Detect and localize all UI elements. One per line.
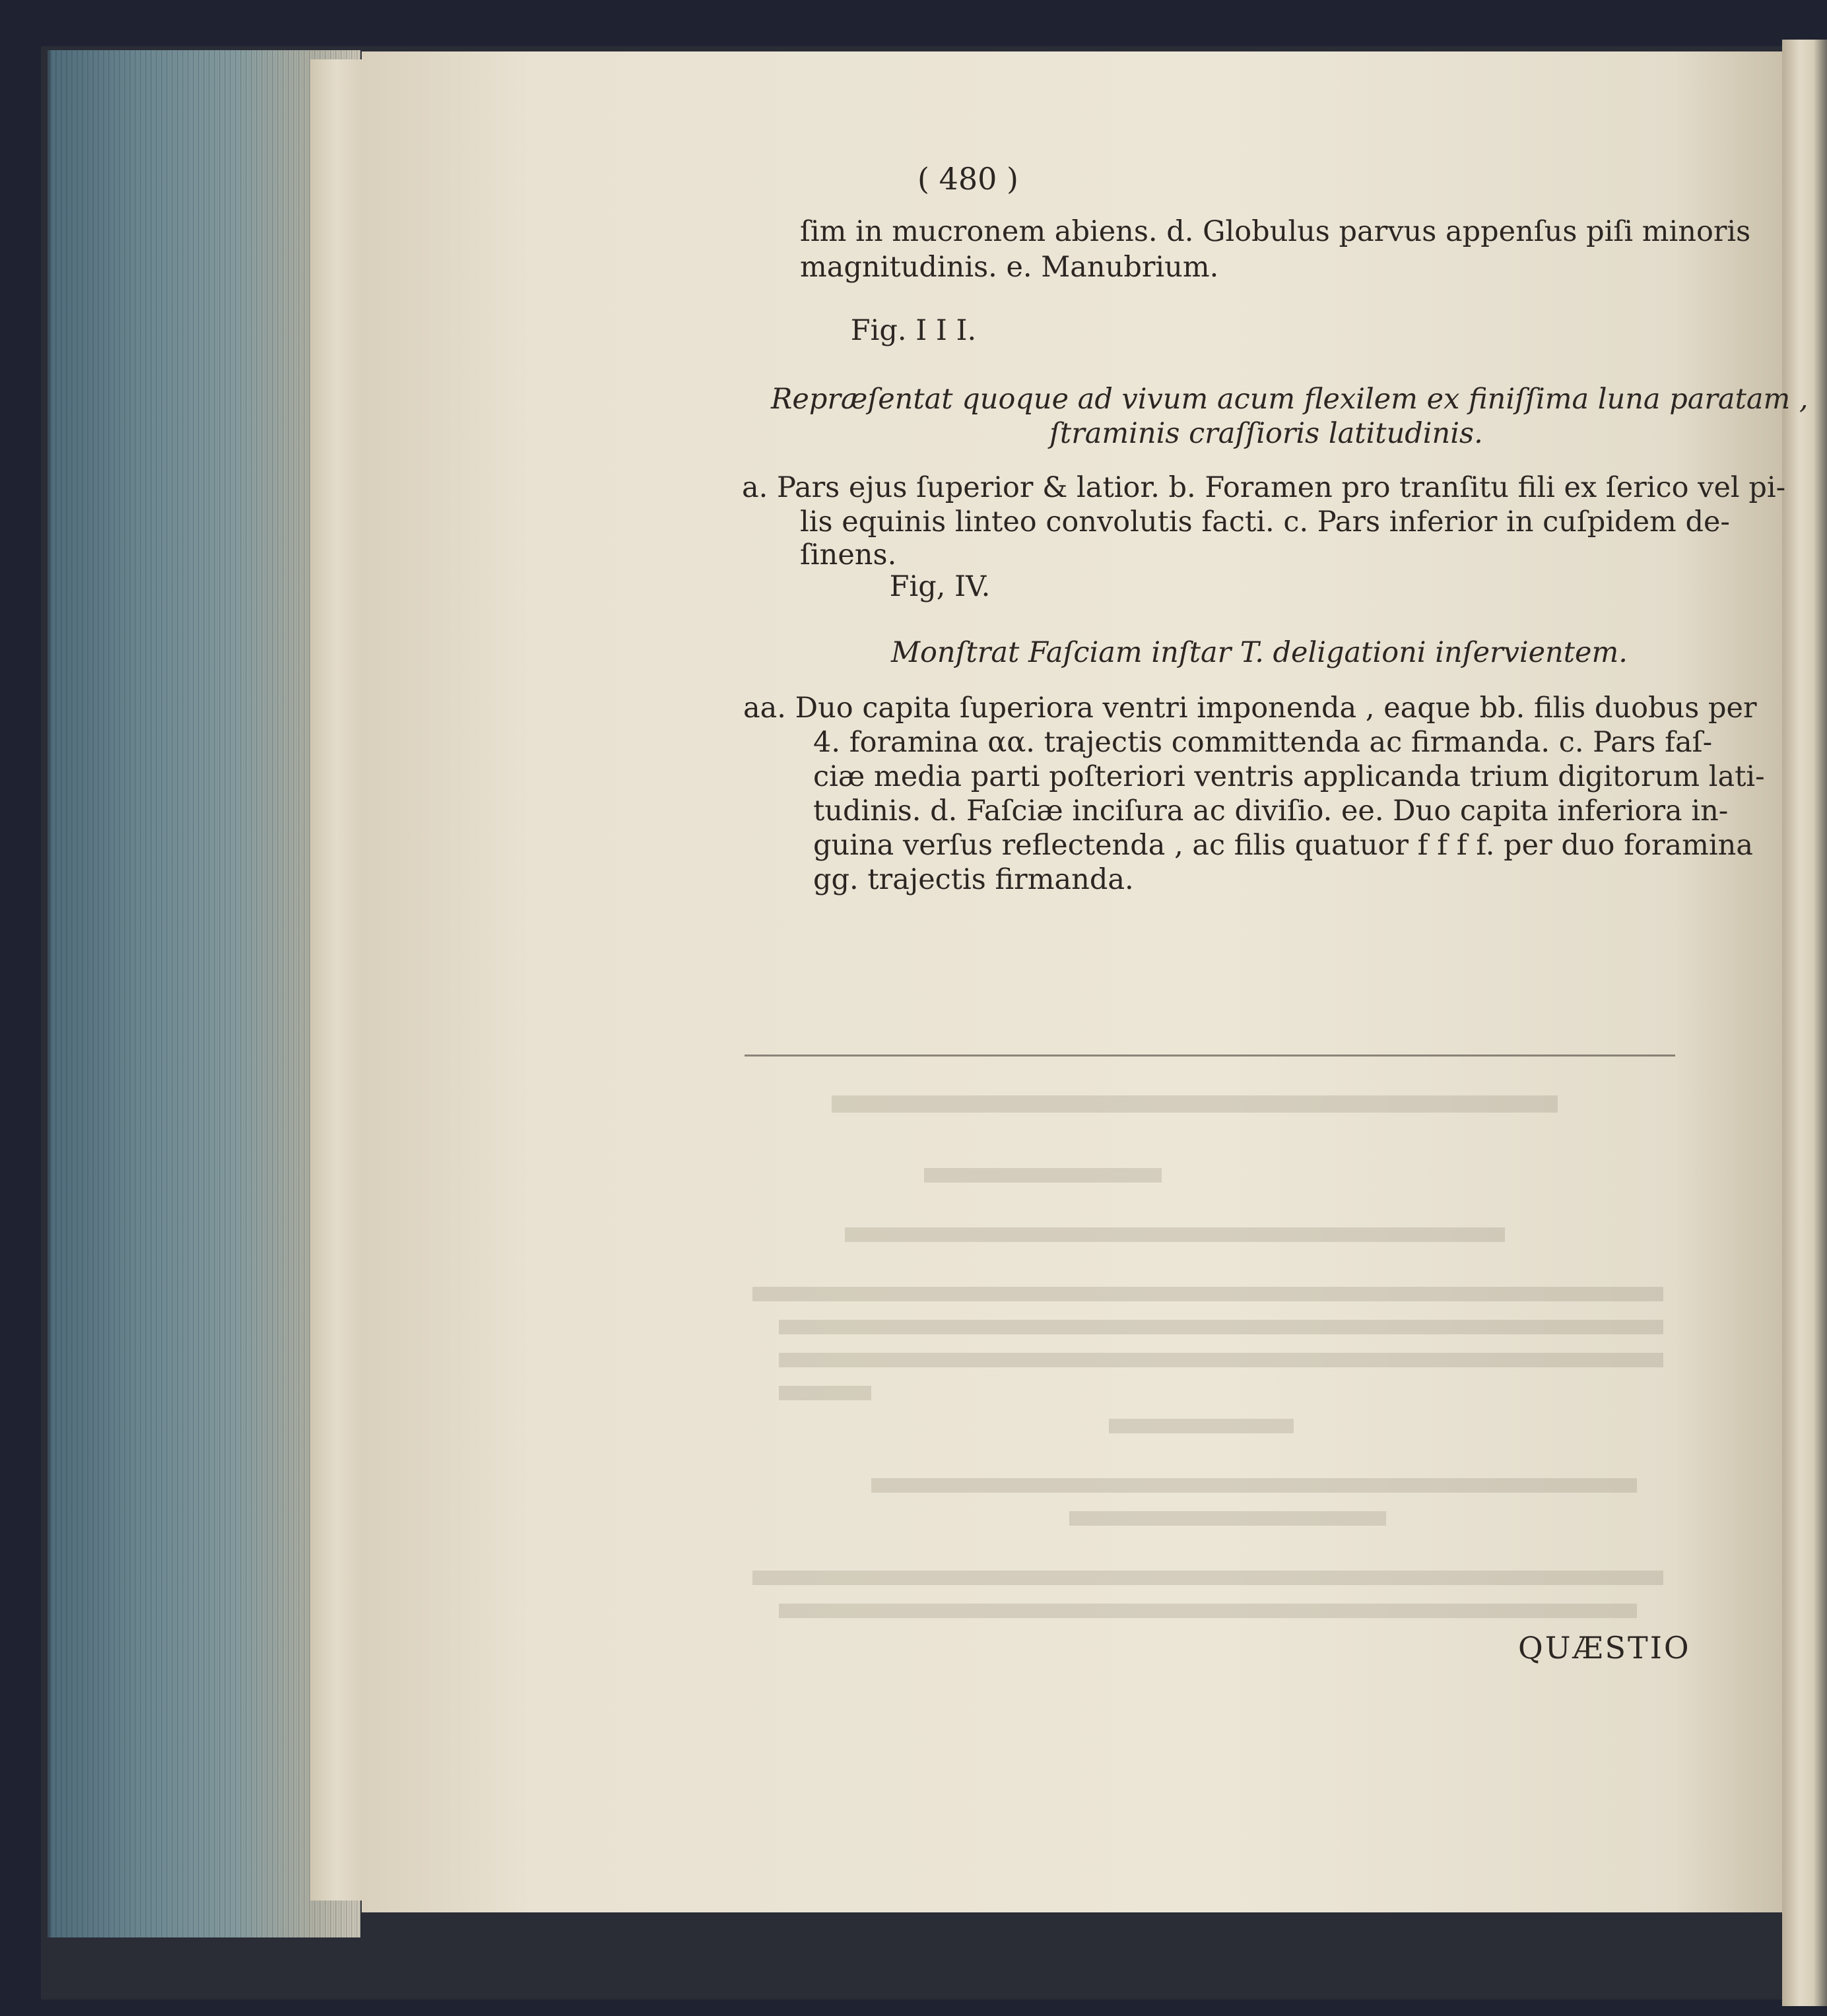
fig3-caption-2: ſtraminis craſſioris latitudinis. [1049, 417, 1483, 450]
fig4-body-6: gg. trajectis firmanda. [813, 863, 1134, 896]
fig3-caption-1: Repræſentat quoque ad vivum acum flexilem ex finiſſima luna paratam , [771, 383, 1809, 416]
page-number: ( 480 ) [917, 161, 1018, 197]
fig4-body-4: tudinis. d. Faſciæ inciſura ac diviſio. ee. Duo capita inferiora in- [813, 795, 1729, 828]
section-rule [745, 1055, 1675, 1057]
fig3-body-2: lis equinis linteo convolutis facti. c. Pars inferior in cuſpidem de- [800, 505, 1730, 538]
catchword: QUÆSTIO [1518, 1630, 1691, 1666]
fig3-body-1: a. Pars ejus ſuperior & latior. b. Foramen pro tranſitu fili ex ſerico vel pi- [742, 471, 1786, 504]
fig4-title: Fig, IV. [889, 570, 991, 603]
fig3-title: Fig. I I I. [850, 314, 977, 347]
bleed-through-texture [739, 1082, 1690, 1623]
fig4-caption: Monſtrat Faſciam inſtar T. deligationi inſervientem. [891, 636, 1628, 669]
intro-line-2: magnitudinis. e. Manubrium. [800, 251, 1219, 284]
intro-line-1: ſim in mucronem abiens. d. Globulus parvus appenſus piſi minoris [800, 215, 1751, 248]
fig3-body-3: ſinens. [800, 538, 897, 571]
fig4-body-5: guina verſus reflectenda , ac filis quatuor f f f f. per duo foramina [813, 829, 1753, 862]
fig4-body-1: aa. Duo capita ſuperiora ventri imponenda , eaque bb. filis duobus per [743, 692, 1757, 725]
fig4-body-3: ciæ media parti poſteriori ventris applicanda trium digitorum lati- [813, 760, 1765, 793]
fig4-body-2: 4. foramina αα. trajectis committenda ac firmanda. c. Pars faſ- [813, 726, 1713, 759]
